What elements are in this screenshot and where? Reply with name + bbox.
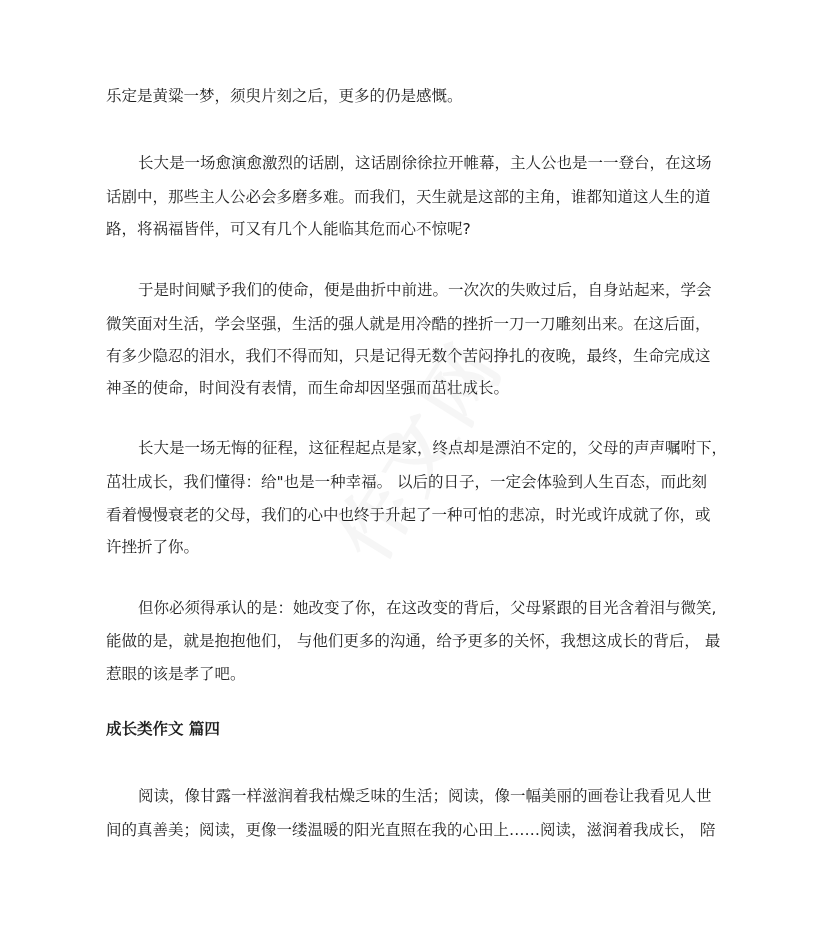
paragraph-line: 惹眼的该是孝了吧。: [106, 665, 246, 683]
paragraph-line: 于是时间赋予我们的使命，便是曲折中前进。一次次的失败过后，自身站起来，学会: [138, 281, 712, 299]
paragraph-line: 长大是一场无悔的征程，这征程起点是家，终点却是漂泊不定的，父母的声声嘱咐下，: [138, 439, 728, 457]
paragraph-line: 看着慢慢衰老的父母，我们的心中也终于升起了一种可怕的悲凉，时光或许成就了你，或: [106, 506, 711, 524]
paragraph-line: 阅读，像甘露一样滋润着我枯燥乏味的生活；阅读，像一幅美丽的画卷让我看见人世: [138, 787, 712, 805]
paragraph-line: 乐定是黄粱一梦，须臾片刻之后，更多的仍是感慨。: [106, 87, 463, 105]
paragraph-line: 路，将祸福皆伴，可又有几个人能临其危而心不惊呢?: [106, 220, 471, 238]
paragraph-line: 微笑面对生活，学会坚强，生活的强人就是用冷酷的挫折一刀一刀雕刻出来。在这后面，: [106, 315, 711, 333]
paragraph-line: 茁壮成长，我们懂得：给"也是一种幸福。 以后的日子，一定会体验到人生百态，而此刻: [106, 473, 708, 491]
paragraph-line: 但你必须得承认的是：她改变了你，在这改变的背后，父母紧跟的目光含着泪与微笑,: [138, 599, 717, 617]
paragraph-line: 话剧中，那些主人公必会多磨多难。而我们，天生就是这部的主角，谁都知道这人生的道: [106, 188, 711, 206]
section-heading: 成长类作文 篇四: [106, 720, 220, 738]
paragraph-line: 能做的是，就是抱抱他们， 与他们更多的沟通，给予更多的关怀，我想这成长的背后， 最: [106, 632, 721, 650]
paragraph-line: 许挫折了你。: [106, 538, 200, 556]
paragraph-line: 间的真善美；阅读，更像一缕温暖的阳光直照在我的心田上……阅读，滋润着我成长， 陪: [106, 821, 716, 839]
paragraph-line: 有多少隐忍的泪水，我们不得而知，只是记得无数个苦闷挣扎的夜晚，最终，生命完成这: [106, 347, 711, 365]
paragraph-line: 神圣的使命，时间没有表情，而生命却因坚强而茁壮成长。: [106, 379, 510, 397]
paragraph-line: 长大是一场愈演愈激烈的话剧，这话剧徐徐拉开帷幕，主人公也是一一登台，在这场: [138, 154, 712, 172]
